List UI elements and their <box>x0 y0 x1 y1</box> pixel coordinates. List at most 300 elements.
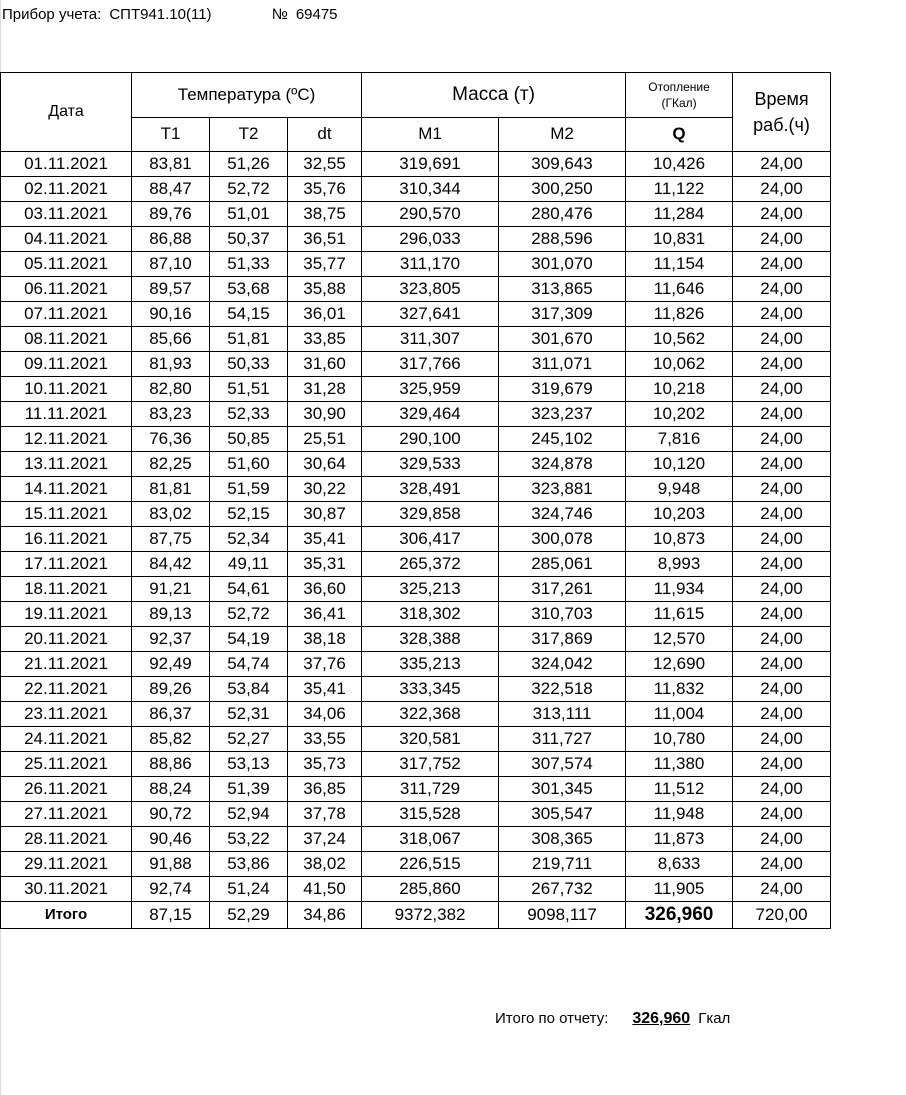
cell-q: 10,202 <box>626 402 733 427</box>
cell-time: 24,00 <box>733 602 831 627</box>
cell-date: 19.11.2021 <box>1 602 132 627</box>
table-row <box>1 152 831 177</box>
cell-m2: 310,703 <box>499 602 626 627</box>
cell-t1: 83,81 <box>132 152 210 177</box>
cell-dt: 38,02 <box>288 852 362 877</box>
cell-t1: 85,82 <box>132 727 210 752</box>
cell-m1: 328,388 <box>362 627 499 652</box>
table-row <box>1 802 831 827</box>
table-row <box>1 477 831 502</box>
cell-t1: 92,37 <box>132 627 210 652</box>
cell-t1: 86,37 <box>132 702 210 727</box>
col-heating <box>626 73 733 118</box>
total-q: 326,960 <box>626 902 733 929</box>
cell-date: 27.11.2021 <box>1 802 132 827</box>
cell-q: 10,203 <box>626 502 733 527</box>
cell-time: 24,00 <box>733 227 831 252</box>
cell-time: 24,00 <box>733 202 831 227</box>
cell-m2: 301,345 <box>499 777 626 802</box>
cell-dt: 31,60 <box>288 352 362 377</box>
cell-m1: 311,170 <box>362 252 499 277</box>
cell-dt: 30,87 <box>288 502 362 527</box>
table-row <box>1 777 831 802</box>
table-row <box>1 327 831 352</box>
cell-dt: 37,78 <box>288 802 362 827</box>
cell-date: 21.11.2021 <box>1 652 132 677</box>
summary-unit: Гкал <box>698 1010 731 1027</box>
total-t2: 52,29 <box>210 902 288 929</box>
report-table <box>0 72 831 929</box>
cell-t2: 51,33 <box>210 252 288 277</box>
cell-t1: 83,02 <box>132 502 210 527</box>
cell-time: 24,00 <box>733 427 831 452</box>
cell-t1: 89,13 <box>132 602 210 627</box>
cell-t1: 88,86 <box>132 752 210 777</box>
cell-t1: 85,66 <box>132 327 210 352</box>
cell-date: 07.11.2021 <box>1 302 132 327</box>
cell-t1: 87,75 <box>132 527 210 552</box>
sub-t1: T1 <box>132 117 210 151</box>
cell-dt: 38,75 <box>288 202 362 227</box>
cell-t2: 51,81 <box>210 327 288 352</box>
cell-time: 24,00 <box>733 752 831 777</box>
cell-m1: 318,067 <box>362 827 499 852</box>
table-row <box>1 352 831 377</box>
table-row <box>1 502 831 527</box>
cell-m2: 305,547 <box>499 802 626 827</box>
report-summary <box>495 1010 730 1028</box>
cell-m2: 219,711 <box>499 852 626 877</box>
cell-m1: 333,345 <box>362 677 499 702</box>
cell-date: 22.11.2021 <box>1 677 132 702</box>
cell-dt: 38,18 <box>288 627 362 652</box>
cell-m1: 323,805 <box>362 277 499 302</box>
cell-m2: 309,643 <box>499 152 626 177</box>
table-row <box>1 577 831 602</box>
cell-t1: 86,88 <box>132 227 210 252</box>
cell-date: 12.11.2021 <box>1 427 132 452</box>
cell-m1: 329,464 <box>362 402 499 427</box>
cell-time: 24,00 <box>733 827 831 852</box>
cell-t1: 88,24 <box>132 777 210 802</box>
cell-dt: 36,41 <box>288 602 362 627</box>
cell-time: 24,00 <box>733 577 831 602</box>
cell-m1: 319,691 <box>362 152 499 177</box>
cell-time: 24,00 <box>733 702 831 727</box>
cell-m1: 315,528 <box>362 802 499 827</box>
total-m1: 9372,382 <box>362 902 499 929</box>
table-row <box>1 877 831 902</box>
cell-date: 28.11.2021 <box>1 827 132 852</box>
cell-dt: 35,31 <box>288 552 362 577</box>
cell-time: 24,00 <box>733 877 831 902</box>
total-label: Итого <box>1 902 132 929</box>
cell-t1: 91,21 <box>132 577 210 602</box>
cell-t1: 82,80 <box>132 377 210 402</box>
cell-m1: 327,641 <box>362 302 499 327</box>
table-body <box>1 152 831 902</box>
cell-t2: 53,68 <box>210 277 288 302</box>
cell-time: 24,00 <box>733 477 831 502</box>
cell-t2: 52,94 <box>210 802 288 827</box>
cell-t1: 83,23 <box>132 402 210 427</box>
cell-date: 17.11.2021 <box>1 552 132 577</box>
cell-date: 10.11.2021 <box>1 377 132 402</box>
cell-q: 10,780 <box>626 727 733 752</box>
cell-t2: 54,61 <box>210 577 288 602</box>
cell-date: 29.11.2021 <box>1 852 132 877</box>
cell-q: 11,934 <box>626 577 733 602</box>
cell-m1: 320,581 <box>362 727 499 752</box>
cell-t2: 53,84 <box>210 677 288 702</box>
cell-t2: 52,33 <box>210 402 288 427</box>
cell-t2: 51,59 <box>210 477 288 502</box>
cell-q: 11,615 <box>626 602 733 627</box>
cell-t2: 52,31 <box>210 702 288 727</box>
cell-m2: 313,111 <box>499 702 626 727</box>
total-t1: 87,15 <box>132 902 210 929</box>
cell-t2: 52,72 <box>210 177 288 202</box>
cell-m1: 265,372 <box>362 552 499 577</box>
cell-m2: 317,261 <box>499 577 626 602</box>
cell-m1: 328,491 <box>362 477 499 502</box>
cell-m1: 317,766 <box>362 352 499 377</box>
col-temperature: Температура (ºC) <box>132 73 362 118</box>
sub-t2: T2 <box>210 117 288 151</box>
cell-m1: 329,858 <box>362 502 499 527</box>
cell-dt: 36,85 <box>288 777 362 802</box>
cell-q: 10,426 <box>626 152 733 177</box>
total-dt: 34,86 <box>288 902 362 929</box>
cell-q: 10,062 <box>626 352 733 377</box>
device-model: СПТ941.10(11) <box>109 6 212 23</box>
cell-m2: 245,102 <box>499 427 626 452</box>
cell-dt: 35,88 <box>288 277 362 302</box>
cell-time: 24,00 <box>733 402 831 427</box>
cell-t1: 90,46 <box>132 827 210 852</box>
cell-q: 11,948 <box>626 802 733 827</box>
cell-dt: 34,06 <box>288 702 362 727</box>
cell-m2: 324,878 <box>499 452 626 477</box>
table-row <box>1 227 831 252</box>
cell-time: 24,00 <box>733 727 831 752</box>
cell-time: 24,00 <box>733 652 831 677</box>
cell-date: 09.11.2021 <box>1 352 132 377</box>
cell-dt: 35,41 <box>288 527 362 552</box>
cell-m1: 318,302 <box>362 602 499 627</box>
col-work-time-label: Время раб.(ч) <box>753 89 810 135</box>
cell-t1: 89,57 <box>132 277 210 302</box>
cell-dt: 36,60 <box>288 577 362 602</box>
cell-m1: 285,860 <box>362 877 499 902</box>
device-info <box>2 6 338 23</box>
cell-q: 11,905 <box>626 877 733 902</box>
cell-t2: 51,01 <box>210 202 288 227</box>
table-row <box>1 677 831 702</box>
cell-dt: 32,55 <box>288 152 362 177</box>
cell-t2: 54,19 <box>210 627 288 652</box>
table-row <box>1 752 831 777</box>
cell-t1: 76,36 <box>132 427 210 452</box>
cell-q: 11,122 <box>626 177 733 202</box>
cell-t1: 89,26 <box>132 677 210 702</box>
table-row <box>1 602 831 627</box>
cell-t2: 51,24 <box>210 877 288 902</box>
cell-m1: 335,213 <box>362 652 499 677</box>
cell-m2: 317,309 <box>499 302 626 327</box>
cell-q: 9,948 <box>626 477 733 502</box>
cell-dt: 36,01 <box>288 302 362 327</box>
cell-m2: 308,365 <box>499 827 626 852</box>
cell-q: 7,816 <box>626 427 733 452</box>
cell-m1: 290,100 <box>362 427 499 452</box>
cell-time: 24,00 <box>733 277 831 302</box>
table-row <box>1 452 831 477</box>
sub-m2: M2 <box>499 117 626 151</box>
cell-q: 11,646 <box>626 277 733 302</box>
cell-time: 24,00 <box>733 352 831 377</box>
number-value: 69475 <box>295 6 338 23</box>
table-row <box>1 727 831 752</box>
cell-m1: 311,307 <box>362 327 499 352</box>
cell-time: 24,00 <box>733 677 831 702</box>
cell-m1: 325,213 <box>362 577 499 602</box>
cell-t2: 53,13 <box>210 752 288 777</box>
cell-dt: 37,76 <box>288 652 362 677</box>
cell-q: 8,633 <box>626 852 733 877</box>
cell-date: 30.11.2021 <box>1 877 132 902</box>
cell-dt: 33,85 <box>288 327 362 352</box>
cell-t1: 82,25 <box>132 452 210 477</box>
header-row-1 <box>1 73 831 118</box>
cell-dt: 35,77 <box>288 252 362 277</box>
table-row <box>1 377 831 402</box>
cell-m1: 322,368 <box>362 702 499 727</box>
cell-dt: 35,76 <box>288 177 362 202</box>
cell-m1: 311,729 <box>362 777 499 802</box>
table-row <box>1 702 831 727</box>
cell-dt: 31,28 <box>288 377 362 402</box>
cell-date: 15.11.2021 <box>1 502 132 527</box>
cell-date: 08.11.2021 <box>1 327 132 352</box>
cell-t1: 89,76 <box>132 202 210 227</box>
cell-m2: 307,574 <box>499 752 626 777</box>
cell-time: 24,00 <box>733 452 831 477</box>
cell-date: 06.11.2021 <box>1 277 132 302</box>
cell-time: 24,00 <box>733 252 831 277</box>
cell-time: 24,00 <box>733 302 831 327</box>
cell-dt: 30,64 <box>288 452 362 477</box>
cell-m2: 267,732 <box>499 877 626 902</box>
cell-t2: 52,72 <box>210 602 288 627</box>
cell-m2: 324,042 <box>499 652 626 677</box>
cell-date: 16.11.2021 <box>1 527 132 552</box>
cell-m1: 296,033 <box>362 227 499 252</box>
cell-dt: 35,41 <box>288 677 362 702</box>
cell-q: 12,570 <box>626 627 733 652</box>
cell-dt: 25,51 <box>288 427 362 452</box>
cell-time: 24,00 <box>733 627 831 652</box>
cell-q: 11,380 <box>626 752 733 777</box>
cell-m2: 301,670 <box>499 327 626 352</box>
cell-q: 11,004 <box>626 702 733 727</box>
cell-t1: 84,42 <box>132 552 210 577</box>
cell-t1: 90,72 <box>132 802 210 827</box>
cell-t1: 81,93 <box>132 352 210 377</box>
cell-time: 24,00 <box>733 777 831 802</box>
col-date: Дата <box>1 73 132 152</box>
summary-label: Итого по отчету: <box>495 1010 609 1027</box>
cell-dt: 30,22 <box>288 477 362 502</box>
cell-m2: 311,727 <box>499 727 626 752</box>
cell-date: 01.11.2021 <box>1 152 132 177</box>
cell-q: 10,873 <box>626 527 733 552</box>
cell-t1: 91,88 <box>132 852 210 877</box>
cell-t2: 51,60 <box>210 452 288 477</box>
table-row <box>1 302 831 327</box>
cell-m2: 313,865 <box>499 277 626 302</box>
total-row <box>1 902 831 929</box>
cell-t1: 92,49 <box>132 652 210 677</box>
cell-m2: 300,250 <box>499 177 626 202</box>
cell-q: 10,120 <box>626 452 733 477</box>
sub-dt: dt <box>288 117 362 151</box>
cell-dt: 36,51 <box>288 227 362 252</box>
cell-date: 13.11.2021 <box>1 452 132 477</box>
cell-t2: 52,34 <box>210 527 288 552</box>
cell-m2: 323,881 <box>499 477 626 502</box>
cell-t1: 81,81 <box>132 477 210 502</box>
cell-m2: 324,746 <box>499 502 626 527</box>
cell-date: 20.11.2021 <box>1 627 132 652</box>
cell-m1: 310,344 <box>362 177 499 202</box>
cell-date: 18.11.2021 <box>1 577 132 602</box>
cell-q: 11,154 <box>626 252 733 277</box>
col-work-time <box>733 73 831 152</box>
cell-t2: 54,74 <box>210 652 288 677</box>
table-row <box>1 427 831 452</box>
cell-date: 26.11.2021 <box>1 777 132 802</box>
cell-m2: 323,237 <box>499 402 626 427</box>
cell-time: 24,00 <box>733 327 831 352</box>
cell-m2: 280,476 <box>499 202 626 227</box>
cell-q: 11,826 <box>626 302 733 327</box>
total-m2: 9098,117 <box>499 902 626 929</box>
cell-time: 24,00 <box>733 177 831 202</box>
cell-m1: 317,752 <box>362 752 499 777</box>
cell-m2: 285,061 <box>499 552 626 577</box>
table-row <box>1 552 831 577</box>
cell-t2: 53,22 <box>210 827 288 852</box>
cell-q: 10,562 <box>626 327 733 352</box>
sub-q: Q <box>626 117 733 151</box>
cell-dt: 35,73 <box>288 752 362 777</box>
cell-q: 11,873 <box>626 827 733 852</box>
cell-t2: 52,15 <box>210 502 288 527</box>
col-heating-label: Отопление (ГКал) <box>648 79 710 110</box>
total-time: 720,00 <box>733 902 831 929</box>
table-row <box>1 402 831 427</box>
cell-t2: 50,37 <box>210 227 288 252</box>
cell-m2: 311,071 <box>499 352 626 377</box>
cell-q: 11,832 <box>626 677 733 702</box>
cell-m2: 322,518 <box>499 677 626 702</box>
cell-dt: 41,50 <box>288 877 362 902</box>
cell-t1: 88,47 <box>132 177 210 202</box>
cell-t2: 51,39 <box>210 777 288 802</box>
cell-dt: 30,90 <box>288 402 362 427</box>
cell-q: 11,284 <box>626 202 733 227</box>
col-mass: Масса (т) <box>362 73 626 118</box>
device-label: Прибор учета: <box>2 6 102 23</box>
table-row <box>1 627 831 652</box>
cell-time: 24,00 <box>733 152 831 177</box>
cell-m1: 306,417 <box>362 527 499 552</box>
table-row <box>1 202 831 227</box>
cell-m2: 288,596 <box>499 227 626 252</box>
cell-date: 05.11.2021 <box>1 252 132 277</box>
cell-q: 8,993 <box>626 552 733 577</box>
cell-m2: 300,078 <box>499 527 626 552</box>
cell-time: 24,00 <box>733 502 831 527</box>
cell-date: 25.11.2021 <box>1 752 132 777</box>
cell-time: 24,00 <box>733 802 831 827</box>
summary-value: 326,960 <box>632 1010 691 1027</box>
table-row <box>1 177 831 202</box>
cell-m1: 325,959 <box>362 377 499 402</box>
cell-m2: 319,679 <box>499 377 626 402</box>
cell-time: 24,00 <box>733 377 831 402</box>
table-row <box>1 277 831 302</box>
cell-time: 24,00 <box>733 852 831 877</box>
cell-m1: 226,515 <box>362 852 499 877</box>
cell-date: 14.11.2021 <box>1 477 132 502</box>
cell-t1: 90,16 <box>132 302 210 327</box>
cell-t2: 49,11 <box>210 552 288 577</box>
number-label: № <box>271 6 288 23</box>
cell-t2: 51,51 <box>210 377 288 402</box>
cell-t2: 50,33 <box>210 352 288 377</box>
cell-m2: 317,869 <box>499 627 626 652</box>
cell-t1: 92,74 <box>132 877 210 902</box>
table-row <box>1 827 831 852</box>
table-row <box>1 527 831 552</box>
cell-time: 24,00 <box>733 552 831 577</box>
cell-q: 10,831 <box>626 227 733 252</box>
cell-date: 03.11.2021 <box>1 202 132 227</box>
cell-t1: 87,10 <box>132 252 210 277</box>
cell-q: 12,690 <box>626 652 733 677</box>
table-row <box>1 252 831 277</box>
cell-m1: 329,533 <box>362 452 499 477</box>
cell-t2: 51,26 <box>210 152 288 177</box>
cell-date: 02.11.2021 <box>1 177 132 202</box>
cell-m1: 290,570 <box>362 202 499 227</box>
cell-t2: 50,85 <box>210 427 288 452</box>
table-row <box>1 652 831 677</box>
cell-date: 11.11.2021 <box>1 402 132 427</box>
cell-dt: 37,24 <box>288 827 362 852</box>
cell-t2: 54,15 <box>210 302 288 327</box>
cell-date: 24.11.2021 <box>1 727 132 752</box>
cell-t2: 52,27 <box>210 727 288 752</box>
cell-q: 11,512 <box>626 777 733 802</box>
cell-date: 04.11.2021 <box>1 227 132 252</box>
cell-q: 10,218 <box>626 377 733 402</box>
cell-date: 23.11.2021 <box>1 702 132 727</box>
cell-m2: 301,070 <box>499 252 626 277</box>
cell-t2: 53,86 <box>210 852 288 877</box>
